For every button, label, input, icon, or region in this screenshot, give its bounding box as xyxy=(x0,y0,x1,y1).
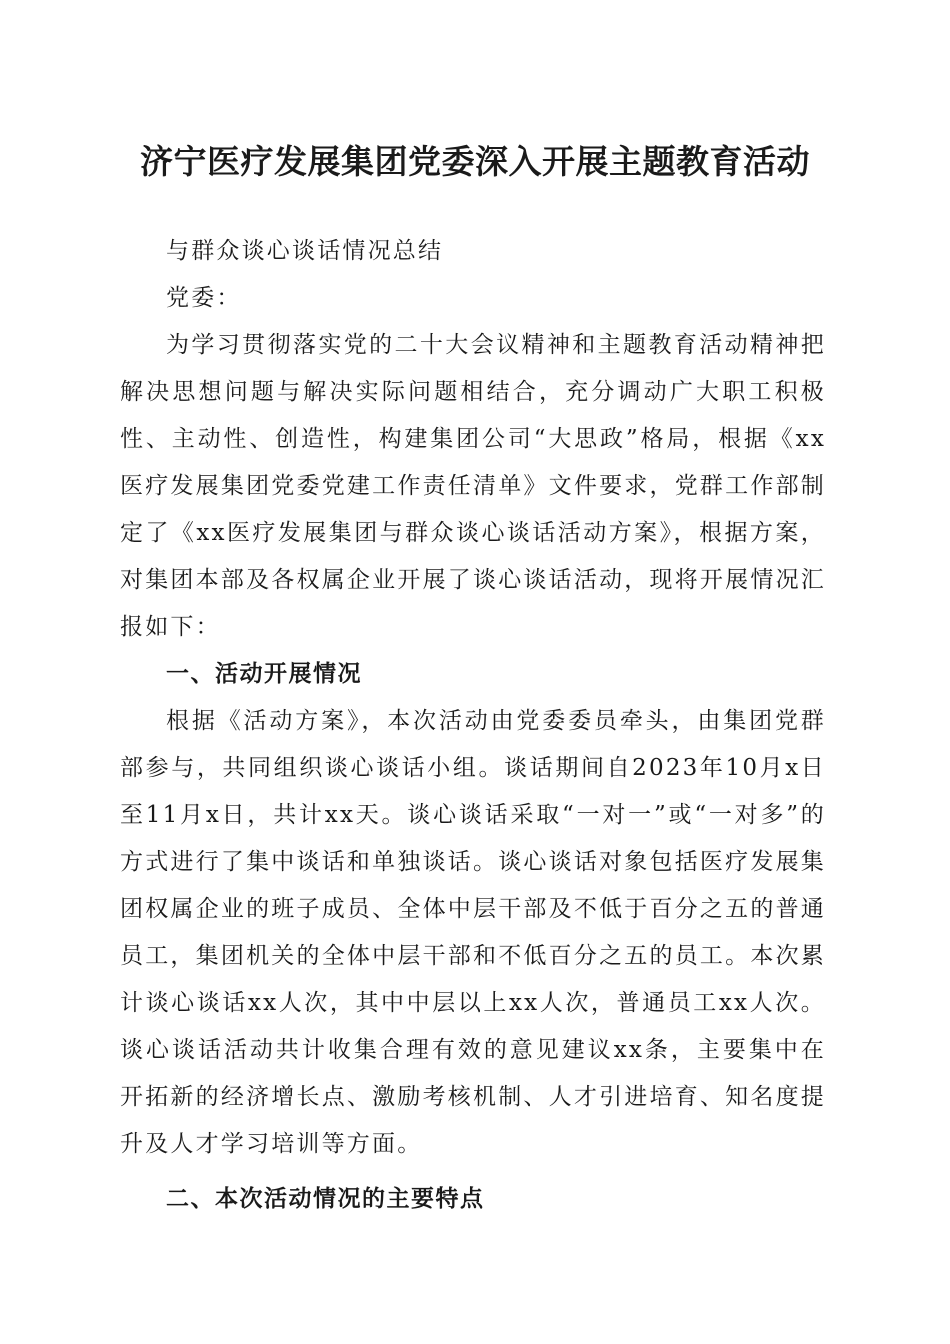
section-heading-1: 一、活动开展情况 xyxy=(166,661,362,687)
document-subtitle: 与群众谈心谈话情况总结 xyxy=(166,238,444,264)
document-body xyxy=(120,228,826,1223)
section-paragraph-1: 根据《活动方案》，本次活动由党委委员牵头，由集团党群部参与，共同组织谈心谈话小组。谈话期间自2023年10月x日至11月x日，共计xx天。谈心谈话采取“一对一”或“一对多”的方式进行了集中谈话和单独谈话。谈心谈话对象包括医疗发展集团权属企业的班子成员、全体中层干部及不低于百分之五的普通员工，集团机关的全体中层干部和不低百分之五的员工。本次累计谈心谈话xx人次，其中中层以上xx人次，普通员工xx人次。谈心谈话活动共计收集合理有效的意见建议xx条，主要集中在开拓新的经济增长点、激励考核机制、人才引进培育、知名度提升及人才学习培训等方面。 xyxy=(120,708,826,1157)
intro-paragraph: 为学习贯彻落实党的二十大会议精神和主题教育活动精神把解决思想问题与解决实际问题相结合，充分调动广大职工积极性、主动性、创造性，构建集团公司“大思政”格局，根据《xx医疗发展集团党委党建工作责任清单》文件要求，党群工作部制定了《xx医疗发展集团与群众谈心谈话活动方案》，根据方案，对集团本部及各权属企业开展了谈心谈话活动，现将开展情况汇报如下： xyxy=(120,332,826,640)
document-title: 济宁医疗发展集团党委深入开展主题教育活动 xyxy=(140,142,810,181)
section-heading-2: 二、本次活动情况的主要特点 xyxy=(166,1186,485,1212)
addressee: 党委： xyxy=(166,285,242,311)
